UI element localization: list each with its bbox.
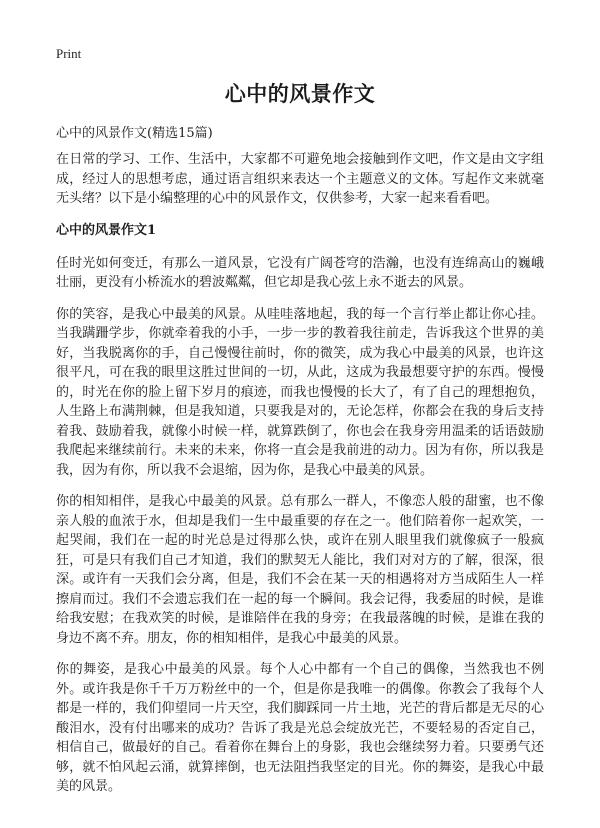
document-body [56, 150, 544, 809]
document-subtitle: 心中的风景作文(精选15篇) [56, 126, 213, 141]
body-paragraph: 你的舞姿，是我心中最美的风景。每个人心中都有一个自己的偶像，当然我也不例外。或许我是你千千万万粉丝中的一个，但是你是我唯一的偶像。你教会了我每个人都是一样的，我们仰望同一片天空，我们脚踩同一片土地，光芒的背后都是无尽的心酸泪水，没有付出哪来的成功？告诉了我是光总会绽放光芒，不要轻易的否定自己，相信自己，做最好的自己。看着你在舞台上的身影，我也会继续努力着。只要勇气还够，就不怕风起云涌，就算摔倒，也无法阻挡我坚定的目光。你的舞姿，是我心中最美的风景。 [56, 662, 544, 794]
body-paragraph: 任时光如何变迁，有那么一道风景，它没有广阔苍穹的浩瀚，也没有连绵高山的巍峨壮丽，更没有小桥流水的碧波粼粼，但它却是我心弦上永不逝去的风景。 [56, 255, 544, 290]
print-link[interactable]: Print [56, 46, 82, 61]
section-heading: 心中的风景作文1 [56, 222, 157, 238]
document-title: 心中的风景作文 [224, 81, 376, 106]
intro-paragraph: 在日常的学习、工作、生活中，大家都不可避免地会接触到作文吧，作文是由文字组成，经过人的思想考虑，通过语言组织来表达一个主题意义的文体。写起作文来就毫无头绪？以下是小编整理的心中的风景作文，仅供参考，大家一起来看看吧。 [56, 152, 544, 206]
body-paragraph: 你的相知相伴，是我心中最美的风景。总有那么一群人，不像恋人般的甜蜜，也不像亲人般的血浓于水，但却是我们一生中最重要的存在之一。他们陪着你一起欢笑，一起哭闹，我们在一起的时光总是过得那么快，或许在别人眼里我们就像疯子一般疯狂，可是只有我们自己才知道，我们的默契无人能比，我们对对方的了解，很深，很深。或许有一天我们会分离，但是，我们不会在某一天的相遇将对方当成陌生人一样擦肩而过。我们不会遗忘我们在一起的每一个瞬间。我会记得，我委屈的时候，是谁给我安慰；在我欢笑的时候，是谁陪伴在我的身旁；在我最落魄的时候，是谁在我的身边不离不弃。朋友，你的相知相伴，是我心中最美的风景。 [56, 494, 544, 646]
body-paragraph: 你的笑容，是我心中最美的风景。从哇哇落地起，我的每一个言行举止都让你心挂。当我蹒跚学步，你就牵着我的小手，一步一步的教着我往前走，告诉我这个世界的美好，当我脱离你的手，自己慢慢往前时，你的微笑，成为我心中最美的风景，也许这很平凡，可在我的眼里这胜过世间的一切，从此，这成为我最想要守护的东西。慢慢的，时光在你的脸上留下岁月的痕迹，而我也慢慢的长大了，有了自己的理想抱负，人生路上布满荆棘，但是我知道，只要我是对的，无论怎样，你都会在我的身后支持着我、鼓励着我，就像小时候一样，就算跌倒了，你也会在我身旁用温柔的话语鼓励我爬起来继续前行。未来的未来，你将一直会是我前进的动力。因为有你，所以我是我，因为有你，所以我不会退缩，因为你，是我心中最美的风景。 [56, 306, 544, 478]
